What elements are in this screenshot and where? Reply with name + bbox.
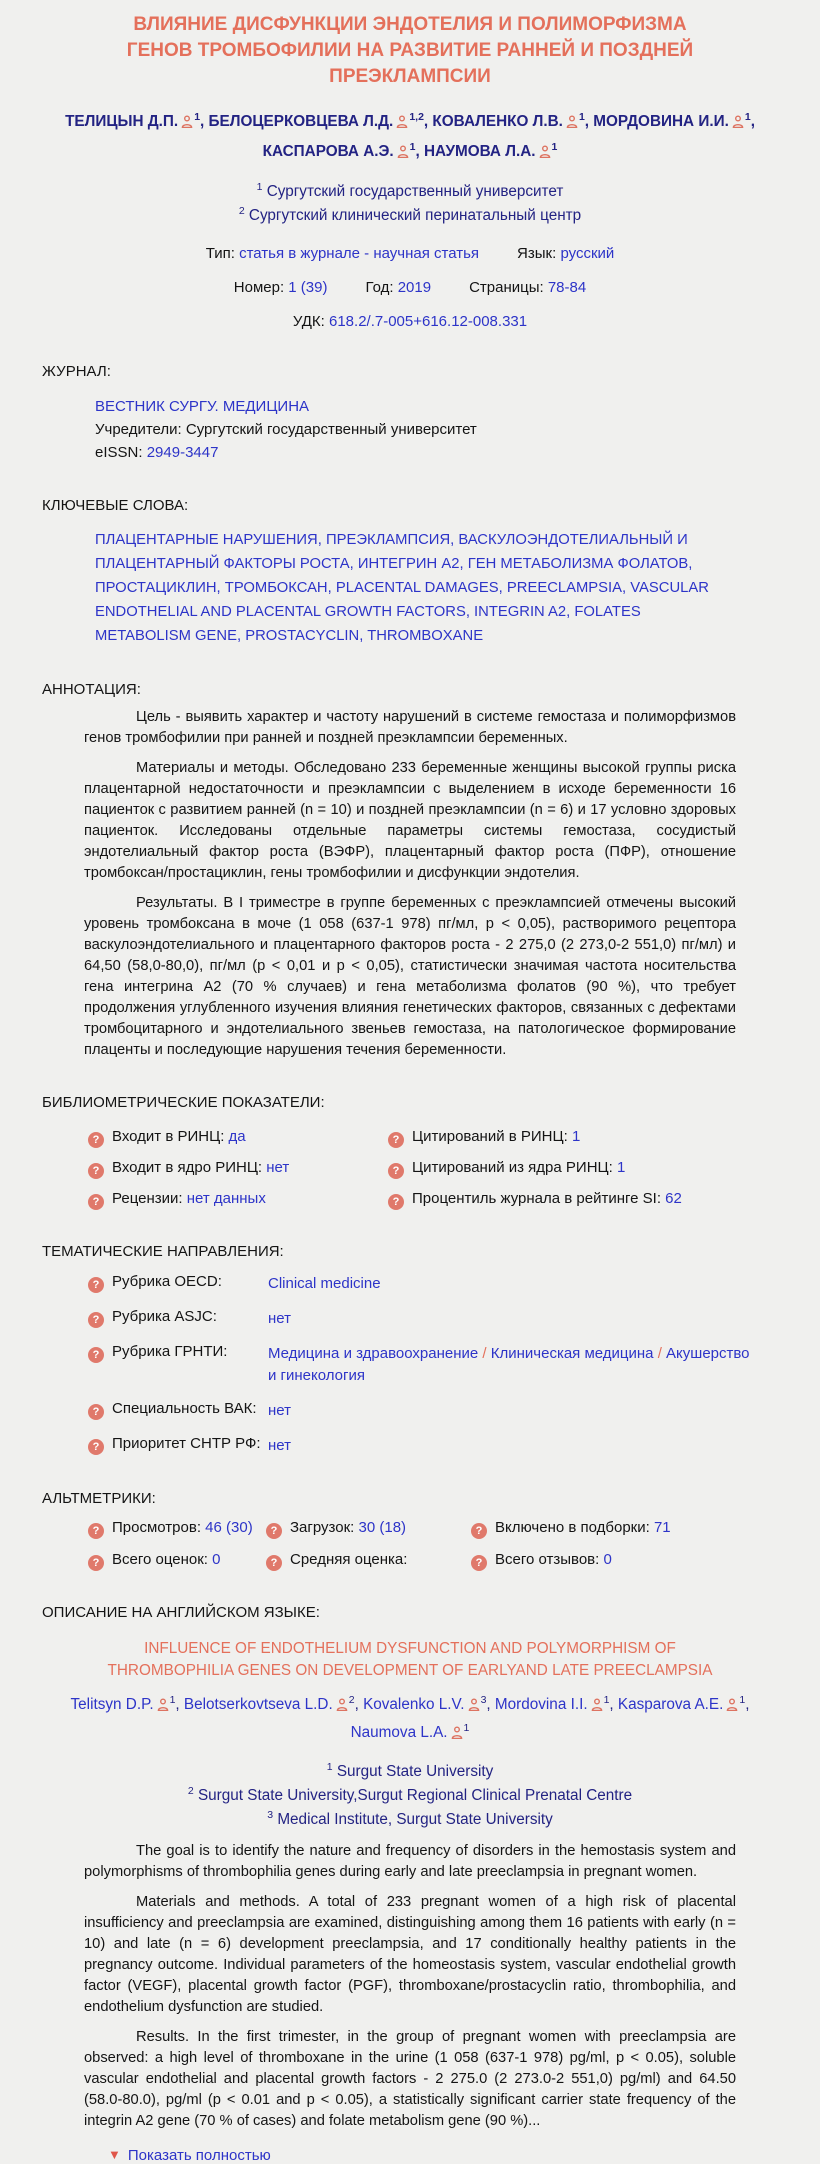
altmetrics-section-label: АЛЬТМЕТРИКИ: (42, 1490, 156, 1507)
altmetrics-block (88, 1519, 820, 1571)
affiliation-sup: 2 (238, 204, 245, 217)
language-value-link[interactable]: русский (560, 245, 615, 262)
journal-section-label: ЖУРНАЛ: (42, 363, 111, 380)
altmetric-cell (471, 1519, 820, 1539)
show-full-link[interactable]: Показать полностью (127, 2147, 271, 2164)
help-icon[interactable]: ? (388, 1163, 404, 1179)
separator: , (354, 1696, 364, 1713)
rubric-link[interactable]: Clinical medicine (268, 1275, 381, 1292)
article-page (0, 12, 820, 2164)
author-affiliation-sup: 1 (739, 1693, 746, 1706)
person-icon[interactable] (397, 140, 409, 168)
metric-value[interactable]: 1 (616, 1159, 626, 1176)
author (70, 1693, 176, 1713)
metric-label: Рецензии: (112, 1190, 187, 1207)
issue-number (234, 279, 328, 296)
help-icon[interactable]: ? (471, 1555, 487, 1571)
annotation-paragraph: Цель - выявить характер и частоту нарушений в системе гемостаза и полиморфизмов генов тромбофилии при ранней и поздней преэклампсии беременных. (84, 709, 736, 746)
slash-separator: / (653, 1345, 667, 1362)
author-affiliation-sup: 2 (348, 1693, 355, 1706)
author-affiliation-sup: 1 (194, 110, 201, 123)
author-affiliation-sup: 3 (480, 1693, 487, 1706)
separator: , (450, 532, 459, 548)
metric-label: Загрузок: (290, 1519, 359, 1536)
metric-item (88, 1159, 388, 1179)
separator: , (465, 604, 475, 620)
udk-value-link[interactable]: 618.2/.7-005+616.12-008.331 (329, 313, 528, 330)
metric-value[interactable]: нет данных (186, 1190, 266, 1207)
metric-item (266, 1551, 407, 1568)
metric-label: Цитирований в РИНЦ: (412, 1128, 572, 1145)
expand-arrow-icon: ▼ (108, 2147, 121, 2162)
bibliometrics-block (88, 1128, 820, 1210)
year-value-link[interactable]: 2019 (397, 279, 432, 296)
pages-value-link[interactable]: 78-84 (547, 279, 587, 296)
thematic-value (268, 1400, 820, 1422)
thematic-value (268, 1308, 820, 1330)
meta-row-udk (0, 313, 820, 330)
help-icon[interactable]: ? (388, 1194, 404, 1210)
keyword-link[interactable]: ПЛАЦЕНТАРНЫЕ НАРУШЕНИЯ (95, 532, 318, 548)
metric-item (266, 1519, 406, 1536)
author-link[interactable]: ТЕЛИЦЫН Д.П. (65, 113, 179, 130)
author-link[interactable]: МОРДОВИНА И.И. (593, 113, 729, 130)
thematic-label-text: Рубрика OECD: (112, 1273, 222, 1290)
help-icon[interactable]: ? (266, 1523, 282, 1539)
thematic-label (88, 1273, 268, 1293)
founders-label: Учредители: (95, 421, 182, 438)
slash-separator: / (478, 1345, 491, 1362)
metric-label: Входит в ядро РИНЦ: (112, 1159, 267, 1176)
number-value-link[interactable]: 1 (39) (288, 279, 328, 296)
author-link[interactable]: КАСПАРОВА А.Э. (262, 143, 394, 160)
article-type (206, 245, 479, 262)
affiliation-sup: 1 (326, 1760, 333, 1773)
english-abstract (84, 1841, 736, 2132)
author-link[interactable]: Telitsyn D.P. (70, 1696, 154, 1713)
thematic-row (88, 1400, 820, 1422)
keywords-list (95, 528, 738, 648)
author-affiliation-sup: 1 (463, 1721, 470, 1734)
thematic-value (268, 1273, 820, 1295)
rubric-link[interactable]: Клиническая медицина (490, 1345, 654, 1362)
keyword-link[interactable]: THROMBOXANE (367, 628, 484, 644)
meta-row-issue (0, 279, 820, 296)
metric-label: Включено в подборки: (495, 1519, 654, 1536)
metric-label: Просмотров: (112, 1519, 206, 1536)
separator: , (688, 556, 693, 572)
issue-year (365, 279, 431, 296)
help-icon[interactable]: ? (88, 1132, 104, 1148)
keyword-link[interactable]: PREECLAMPSIA (506, 580, 623, 596)
eissn-link[interactable]: 2949-3447 (146, 444, 219, 461)
separator: , (584, 113, 594, 130)
metric-item (88, 1190, 388, 1210)
metric-item (88, 1551, 220, 1568)
author-link[interactable]: Naumova L.A. (350, 1724, 448, 1741)
author-link[interactable]: Mordovina I.I. (494, 1696, 588, 1713)
altmetrics-row (88, 1551, 820, 1571)
annotation-paragraph: Результаты. В I триместре в группе беременных с преэклампсией отмечены высокий уровень тромбоксана в моче (1 058 (637-1 978) пг/мл, p < 0,05), растворимого рецептора васкулоэндотелиального и плацентарного факторов роста - 2 275,0 (2 273,0-2 551,0) пг/мл) и 64,50 (58,0-80,0), пг/мл (p < 0,01 и p < 0,05), статистически значимая частота носительства гена интегрина А2 (70 % случаев) и гена метаболизма фолатов (90 %), что требует продолжения углубленного изучения влияния генетических факторов, связанных с дефектами тромбоцитарного и эндотелиального звеньев гемостаза, на патологическое формирование плаценты и последующие нарушения течения беременности. (84, 895, 736, 1058)
thematic-section-label: ТЕМАТИЧЕСКИЕ НАПРАВЛЕНИЯ: (42, 1243, 284, 1260)
author-link[interactable]: КОВАЛЕНКО Л.В. (432, 113, 563, 130)
year-label: Год: (365, 279, 394, 296)
altmetrics-row (88, 1519, 820, 1539)
metric-value[interactable]: 1 (571, 1128, 581, 1145)
article-title-ru: ВЛИЯНИЕ ДИСФУНКЦИИ ЭНДОТЕЛИЯ И ПОЛИМОРФИЗМА ГЕНОВ ТРОМБОФИЛИИ НА РАЗВИТИЕ РАННЕЙ И ПОЗДНЕЙ ПРЕЭКЛАМПСИИ (126, 14, 694, 87)
affiliation-link[interactable]: Сургутский клинический перинатальный центр (248, 207, 582, 224)
separator: , (236, 628, 246, 644)
author-affiliation-sup: 1 (409, 140, 416, 153)
metric-value[interactable]: 0 (212, 1551, 221, 1568)
keywords-section-label: КЛЮЧЕВЫЕ СЛОВА: (42, 497, 189, 514)
language-label: Язык: (517, 245, 557, 262)
separator: , (317, 532, 326, 548)
journal-eissn (95, 441, 736, 464)
bibliometrics-right-column (388, 1128, 682, 1210)
rubric-link[interactable]: нет (268, 1437, 291, 1454)
journal-link[interactable]: ВЕСТНИК СУРГУ. МЕДИЦИНА (95, 398, 310, 415)
metric-item (388, 1190, 682, 1210)
separator: , (486, 1696, 495, 1713)
affiliation-sup: 1 (256, 180, 263, 193)
metric-item (388, 1159, 682, 1179)
author (183, 1693, 355, 1713)
metric-value[interactable]: 46 (30) (205, 1519, 253, 1536)
annotation-paragraph: Материалы и методы. Обследовано 233 беременные женщины высокой группы риска плацентарной недостаточности и преэклампсии с выделением в исходе беременности 16 пациенток с развитием ранней (n = 10) и поздней преэклампсии (n = 6) и 17 условно здоровых пациенток. Исследованы отдельные параметры системы гемостаза, сосудистый эндотелиальный фактор роста (ВЭФР), плацентарный фактор роста (ПФР), отношение тромбоксан/простациклин, гены тромбофилии и дисфункции эндотелия. (84, 760, 736, 881)
thematic-value (268, 1343, 820, 1387)
metric-item (388, 1128, 682, 1148)
keyword-link[interactable]: PLACENTAL DAMAGES (335, 580, 499, 596)
rubric-link[interactable]: Медицина и здравоохранение (268, 1345, 479, 1362)
affiliations-en (0, 1760, 820, 1832)
metric-value[interactable]: 0 (603, 1551, 612, 1568)
separator: , (750, 113, 755, 130)
show-full-row (108, 2147, 820, 2164)
person-icon[interactable] (591, 1694, 603, 1720)
person-icon[interactable] (336, 1694, 348, 1720)
author (208, 110, 424, 130)
author-affiliation-sup: 1 (603, 1693, 610, 1706)
number-label: Номер: (233, 279, 285, 296)
affiliation (0, 1808, 820, 1832)
keyword-link[interactable]: ИНТЕГРИН А2 (357, 556, 460, 572)
type-value-link[interactable]: статья в журнале - научная статья (239, 245, 480, 262)
separator: , (566, 604, 575, 620)
help-icon[interactable]: ? (88, 1347, 104, 1363)
keyword-link[interactable]: ТРОМБОКСАН (224, 580, 328, 596)
pages-label: Страницы: (469, 279, 544, 296)
separator: , (498, 580, 507, 596)
thematic-value (268, 1435, 820, 1457)
affiliation-link[interactable]: Surgut State University (336, 1763, 494, 1780)
separator: , (423, 113, 433, 130)
journal-block (95, 395, 736, 464)
separator: , (200, 113, 209, 130)
affiliation-sup: 2 (187, 1784, 194, 1797)
thematic-row (88, 1435, 820, 1457)
affiliation-link[interactable]: Surgut State University,Surgut Regional Clinical Prenatal Centre (197, 1787, 633, 1804)
person-icon[interactable] (181, 110, 193, 138)
english-abstract-paragraph: Materials and methods. A total of 233 pregnant women of a high risk of placental insufficiency and preeclampsia are examined, distinguishing among them 16 patients with early (n = 10) and late (n = 6) development preeclampsia, and 17 conditionally healthy patients in the pregnancy outcome. Individual parameters of the homeostasis system, vascular endothelial growth factor (VEGF), placental growth factor (PGF), thromboxane/prostacyclin ratio, thrombophilia, and endothelium dysfunction are studied. (84, 1894, 736, 2015)
person-icon[interactable] (726, 1694, 738, 1720)
separator: , (745, 1696, 750, 1713)
thematic-row (88, 1273, 820, 1295)
altmetric-cell (266, 1551, 471, 1571)
type-label: Тип: (205, 245, 235, 262)
help-icon[interactable]: ? (88, 1439, 104, 1455)
person-icon[interactable] (539, 140, 551, 168)
author-affiliation-sup: 1 (169, 1693, 176, 1706)
thematic-label-text: Рубрика ASJC: (112, 1308, 217, 1325)
author-affiliation-sup: 1 (578, 110, 585, 123)
affiliation (0, 180, 820, 204)
metric-item (88, 1519, 253, 1536)
person-icon[interactable] (732, 110, 744, 138)
thematic-label (88, 1400, 268, 1420)
author (262, 140, 416, 160)
separator: , (327, 580, 336, 596)
affiliation-link[interactable]: Medical Institute, Surgut State University (277, 1811, 553, 1828)
english-section-label: ОПИСАНИЕ НА АНГЛИЙСКОМ ЯЗЫКЕ: (42, 1604, 320, 1621)
author (432, 110, 585, 130)
keyword-link[interactable]: ПРЕЭКЛАМПСИЯ (325, 532, 451, 548)
metric-label: Средняя оценка: (290, 1551, 408, 1568)
authors-ru (65, 108, 755, 168)
metric-value[interactable]: да (228, 1128, 246, 1145)
author-link[interactable]: Kovalenko L.V. (363, 1696, 465, 1713)
rubric-link[interactable]: нет (268, 1310, 291, 1327)
affiliation-link[interactable]: Сургутский государственный университет (266, 183, 564, 200)
author (593, 110, 751, 130)
bibliometrics-left-column (88, 1128, 388, 1210)
altmetric-cell (88, 1551, 266, 1571)
affiliation (0, 204, 820, 228)
person-icon[interactable] (157, 1694, 169, 1720)
author-link[interactable]: Belotserkovtseva L.D. (183, 1696, 333, 1713)
metric-value[interactable]: 62 (665, 1190, 682, 1207)
keyword-link[interactable]: ПРОСТАЦИКЛИН (95, 580, 217, 596)
help-icon[interactable]: ? (88, 1277, 104, 1293)
help-icon[interactable]: ? (471, 1523, 487, 1539)
thematic-label-text: Приоритет СНТР РФ: (112, 1435, 261, 1452)
author (363, 1693, 487, 1713)
author (617, 1693, 746, 1713)
thematic-label-text: Специальность ВАК: (112, 1400, 257, 1417)
metric-item (471, 1551, 612, 1568)
journal-founders (95, 418, 736, 441)
author-link[interactable]: Kasparova A.E. (617, 1696, 724, 1713)
affiliation (0, 1760, 820, 1784)
help-icon[interactable]: ? (88, 1163, 104, 1179)
separator: , (622, 580, 631, 596)
author-link[interactable]: НАУМОВА Л.А. (423, 143, 536, 160)
authors-en (65, 1692, 755, 1748)
author (350, 1721, 470, 1741)
keyword-link[interactable]: INTEGRIN A2 (474, 604, 567, 620)
founders-value: Сургутский государственный университет (185, 421, 477, 438)
author (423, 140, 558, 160)
metric-label: Всего отзывов: (495, 1551, 604, 1568)
separator: , (175, 1696, 184, 1713)
issue-pages (469, 279, 586, 296)
metric-value[interactable]: 71 (653, 1519, 671, 1536)
author-affiliation-sup: 1 (551, 140, 558, 153)
thematic-label (88, 1308, 268, 1328)
help-icon[interactable]: ? (88, 1312, 104, 1328)
keyword-link[interactable]: ВАСКУЛОЭНДОТЕЛИАЛЬНЫЙ И ПЛАЦЕНТАРНЫЙ ФАКТОРЫ РОСТА (95, 532, 688, 572)
keyword-link[interactable]: PROSTACYCLIN (245, 628, 360, 644)
metric-item (88, 1128, 388, 1148)
rubric-link[interactable]: Акушерство и гинекология (268, 1345, 750, 1384)
keyword-link[interactable]: FOLATES METABOLISM GENE (95, 604, 641, 644)
thematic-block (88, 1273, 820, 1457)
separator: , (349, 556, 358, 572)
annotation-section-label: АННОТАЦИЯ: (42, 681, 141, 698)
separator: , (609, 1696, 618, 1713)
help-icon[interactable]: ? (88, 1555, 104, 1571)
separator: , (459, 556, 468, 572)
english-abstract-paragraph: The goal is to identify the nature and frequency of disorders in the hemostasis system and polymorphisms of thrombophilia genes during early and late preeclampsia in pregnant women. (84, 1843, 736, 1880)
separator: , (216, 580, 225, 596)
separator: , (359, 628, 368, 644)
thematic-label (88, 1343, 268, 1363)
meta-row-type-lang (0, 245, 820, 262)
help-icon[interactable]: ? (88, 1523, 104, 1539)
altmetric-cell (88, 1519, 266, 1539)
altmetric-cell (266, 1519, 471, 1539)
help-icon[interactable]: ? (388, 1132, 404, 1148)
person-icon[interactable] (396, 110, 408, 138)
person-icon[interactable] (451, 1722, 463, 1748)
metric-value[interactable]: нет (266, 1159, 290, 1176)
metric-item (471, 1519, 671, 1536)
metric-label: Входит в РИНЦ: (112, 1128, 229, 1145)
thematic-label (88, 1435, 268, 1455)
article-language (517, 245, 614, 262)
help-icon[interactable]: ? (88, 1404, 104, 1420)
annotation-text (84, 707, 736, 1061)
affiliation (0, 1784, 820, 1808)
person-icon[interactable] (566, 110, 578, 138)
thematic-row (88, 1343, 820, 1387)
rubric-link[interactable]: нет (268, 1402, 291, 1419)
thematic-label-text: Рубрика ГРНТИ: (112, 1343, 228, 1360)
altmetric-cell (471, 1551, 820, 1571)
separator: , (415, 143, 424, 160)
author (65, 110, 201, 130)
metric-label: Всего оценок: (112, 1551, 213, 1568)
author (494, 1693, 610, 1713)
affiliations-ru (0, 180, 820, 228)
author-link[interactable]: БЕЛОЦЕРКОВЦЕВА Л.Д. (208, 113, 394, 130)
udk-label: УДК: (292, 313, 325, 330)
thematic-row (88, 1308, 820, 1330)
author-affiliation-sup: 1,2 (409, 110, 424, 123)
bibliometrics-section-label: БИБЛИОМЕТРИЧЕСКИЕ ПОКАЗАТЕЛИ: (42, 1094, 325, 1111)
author-affiliation-sup: 1 (744, 110, 751, 123)
english-abstract-paragraph: Results. In the first trimester, in the group of pregnant women with preeclampsia are observed: a high level of thromboxane in the urine (1 058 (637-1 978) pg/ml, p < 0.05), soluble vascular endothelial and placental growth factors - 2 275.0 (2 273.0-2 551,0) pg/ml) and 64.50 (58.0-80.0), pg/ml (p < 0.01 and p < 0.05), a statistically significant carrier state frequency of the integrin A2 gene (70 % of cases) and folate metabolism gene (90 %)... (84, 2029, 736, 2129)
help-icon[interactable]: ? (88, 1194, 104, 1210)
metric-label: Процентиль журнала в рейтинге SI: (412, 1190, 666, 1207)
person-icon[interactable] (468, 1694, 480, 1720)
keyword-link[interactable]: ГЕН МЕТАБОЛИЗМА ФОЛАТОВ (467, 556, 689, 572)
metric-value[interactable]: 30 (18) (358, 1519, 407, 1536)
keyword-link[interactable]: VASCULAR ENDOTHELIAL AND PLACENTAL GROWTH FACTORS (95, 580, 709, 620)
metric-label: Цитирований из ядра РИНЦ: (412, 1159, 617, 1176)
article-title-en: INFLUENCE OF ENDOTHELIUM DYSFUNCTION AND POLYMORPHISM OF THROMBOPHILIA GENES ON DEVELOPMENT OF EARLYAND LATE PREECLAMPSIA (107, 1640, 713, 1679)
eissn-label: eISSN: (95, 444, 143, 461)
help-icon[interactable]: ? (266, 1555, 282, 1571)
affiliation-sup: 3 (267, 1808, 274, 1821)
